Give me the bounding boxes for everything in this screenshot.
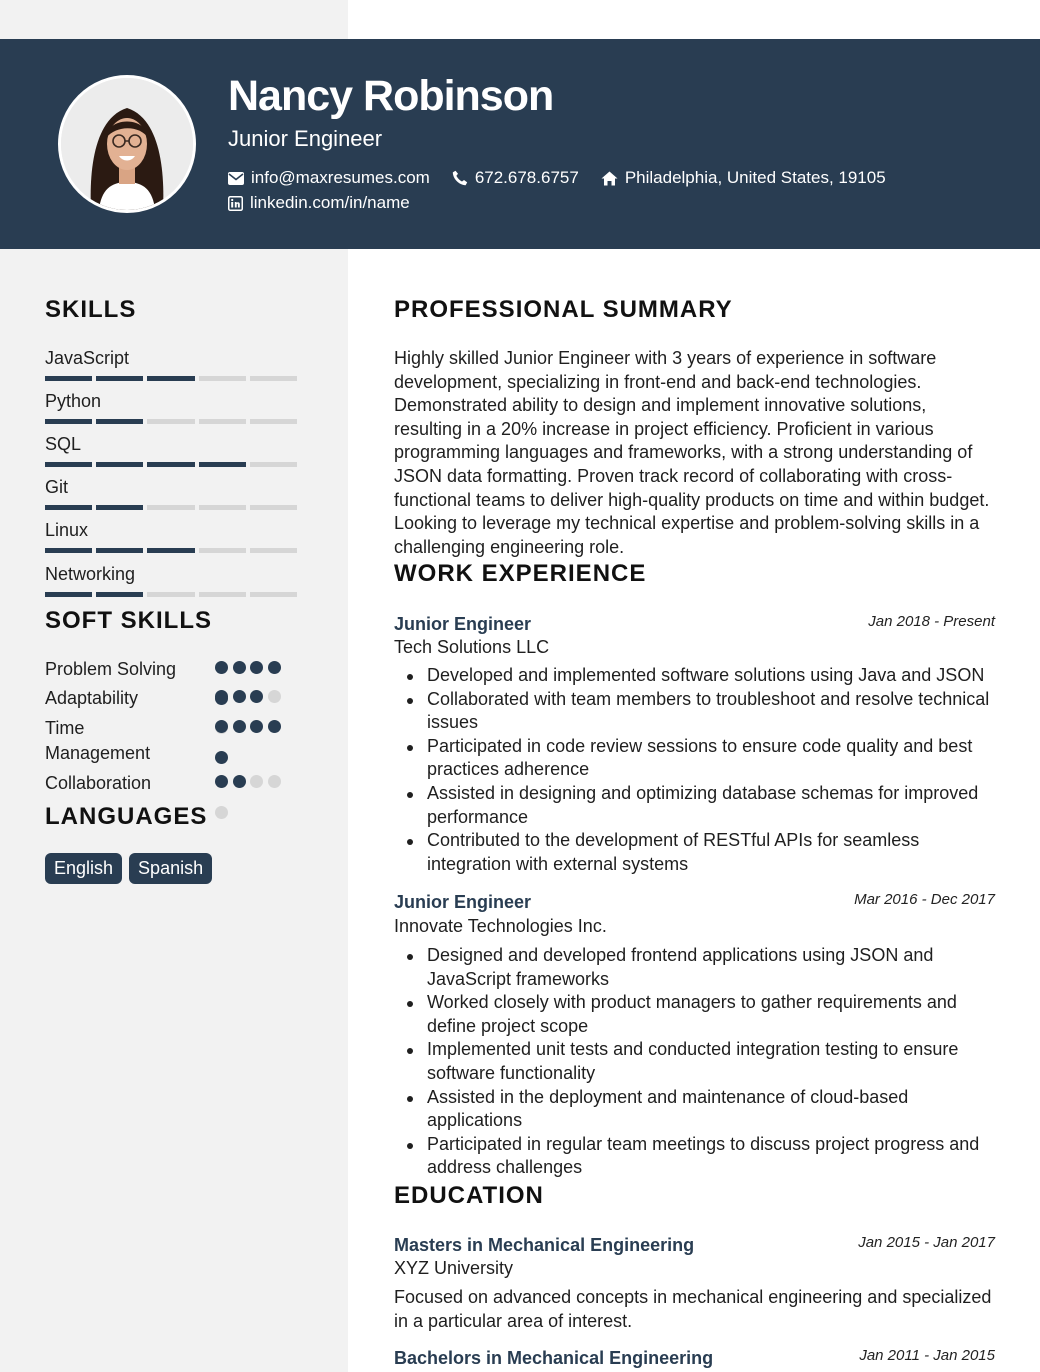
- job-date: Mar 2016 - Dec 2017: [854, 891, 995, 908]
- skill-level-segment: [45, 592, 92, 597]
- job-bullet: Participated in regular team meetings to discuss project progress and address challenges: [394, 1133, 994, 1180]
- skill-level-segment: [96, 548, 143, 553]
- skill-item: [45, 347, 301, 381]
- soft-skill-level-dot: [215, 720, 228, 733]
- job-bullet: Assisted in designing and optimizing database schemas for improved performance: [394, 782, 994, 829]
- skill-level-segment: [147, 505, 194, 510]
- skill-level-segment: [45, 376, 92, 381]
- soft-skill-level-dot: [215, 661, 228, 674]
- job-header: [394, 890, 995, 914]
- job-date: Jan 2018 - Present: [868, 613, 995, 630]
- skill-name: SQL: [45, 434, 82, 454]
- candidate-name: Nancy Robinson: [228, 72, 554, 120]
- skill-level-segment: [250, 419, 297, 424]
- skill-level-segment: [147, 376, 194, 381]
- soft-skill-level-dot: [268, 775, 281, 788]
- contact-email[interactable]: [228, 167, 430, 189]
- skill-level-segment: [250, 548, 297, 553]
- soft-skill-level-dot: [250, 661, 263, 674]
- soft-skill-name: Problem Solving: [45, 659, 177, 679]
- skill-level-bars: [45, 419, 301, 424]
- skill-item: [45, 563, 301, 597]
- education-header: [394, 1233, 995, 1257]
- skill-level-segment: [250, 505, 297, 510]
- skill-name: JavaScript: [45, 348, 130, 368]
- skill-level-segment: [45, 419, 92, 424]
- skill-item: [45, 433, 301, 467]
- phone-text: 672.678.6757: [474, 168, 579, 187]
- soft-skill-level-dot: [268, 690, 281, 703]
- skill-level-segment: [199, 462, 246, 467]
- soft-skill-name: Adaptability: [45, 688, 139, 708]
- skill-level-segment: [199, 419, 246, 424]
- soft-skill-level-dots: [215, 720, 287, 764]
- skill-level-segment: [199, 548, 246, 553]
- skill-name: Python: [45, 391, 102, 411]
- education-header: [394, 1346, 995, 1370]
- skill-level-bars: [45, 592, 301, 597]
- soft-skill-level-dot: [233, 775, 246, 788]
- soft-skill-level-dot: [250, 720, 263, 733]
- skill-name: Networking: [45, 564, 136, 584]
- email-text: info@maxresumes.com: [251, 168, 430, 187]
- skill-level-segment: [45, 462, 92, 467]
- skill-name: Linux: [45, 520, 89, 540]
- skill-level-bars: [45, 505, 301, 510]
- soft-skill-level-dot: [215, 690, 228, 703]
- skill-level-segment: [199, 505, 246, 510]
- soft-skill-item: [45, 716, 295, 766]
- education-date: Jan 2015 - Jan 2017: [858, 1234, 995, 1251]
- soft-skill-item: [45, 686, 295, 711]
- job-role: Junior Engineer: [394, 892, 532, 912]
- job-bullet: Assisted in the deployment and maintenance of cloud-based applications: [394, 1086, 994, 1133]
- skills-heading: SKILLS: [45, 296, 137, 323]
- skill-level-segment: [250, 592, 297, 597]
- skill-level-segment: [250, 376, 297, 381]
- soft-skill-level-dot: [233, 720, 246, 733]
- soft-skills-heading: SOFT SKILLS: [45, 607, 212, 634]
- job-bullets: [394, 664, 994, 876]
- linkedin-icon: [228, 196, 243, 211]
- skill-item: [45, 390, 301, 424]
- languages-heading: LANGUAGES: [45, 803, 208, 830]
- skill-level-bars: [45, 462, 301, 467]
- soft-skill-level-dot: [215, 775, 228, 788]
- job-company: Innovate Technologies Inc.: [394, 916, 607, 936]
- skill-item: [45, 476, 301, 510]
- contact-row: [228, 192, 432, 214]
- summary-heading: PROFESSIONAL SUMMARY: [394, 296, 733, 323]
- envelope-icon: [228, 172, 244, 185]
- school-name: XYZ University: [394, 1258, 514, 1278]
- job-role: Junior Engineer: [394, 614, 532, 634]
- job-bullet: Worked closely with product managers to gather requirements and define project scope: [394, 991, 994, 1038]
- contact-row: [228, 167, 908, 189]
- language-tag: English: [45, 853, 122, 884]
- location-text: Philadelphia, United States, 19105: [624, 168, 886, 187]
- degree-name: Masters in Mechanical Engineering: [394, 1235, 695, 1255]
- skill-level-bars: [45, 548, 301, 553]
- education-heading: EDUCATION: [394, 1182, 544, 1209]
- soft-skill-level-dot: [250, 775, 263, 788]
- skill-level-segment: [199, 376, 246, 381]
- summary-text: Highly skilled Junior Engineer with 3 years of experience in software development, specializing in front-end and back-end technologies. Demonstrated ability to design and implement innovative solutions, resulting in a 20% increase in project efficiency. Proficient in various programming languages and frameworks, with a strong understanding of JSON data formatting. Proven track record of collaborating with cross-functional teams to deliver high-quality products on time and within budget. Looking to leverage my technical expertise and problem-solving skills in a challenging engineering role.: [394, 348, 990, 557]
- job-bullet: Developed and implemented software solutions using Java and JSON: [394, 664, 994, 688]
- job-bullet: Implemented unit tests and conducted integration testing to ensure software functionality: [394, 1038, 994, 1085]
- language-tag: Spanish: [129, 853, 212, 884]
- soft-skill-item: [45, 771, 295, 796]
- job-bullet: Designed and developed frontend applications using JSON and JavaScript frameworks: [394, 944, 994, 991]
- skill-level-segment: [45, 548, 92, 553]
- contact-location: [601, 167, 886, 189]
- skill-level-segment: [96, 592, 143, 597]
- education-date: Jan 2011 - Jan 2015: [859, 1347, 995, 1364]
- experience-heading: WORK EXPERIENCE: [394, 560, 647, 587]
- degree-name: Bachelors in Mechanical Engineering: [394, 1348, 714, 1368]
- job-company: Tech Solutions LLC: [394, 637, 550, 657]
- skill-level-segment: [96, 419, 143, 424]
- soft-skill-level-dot: [250, 690, 263, 703]
- soft-skill-level-dot: [268, 720, 281, 733]
- skill-level-segment: [147, 419, 194, 424]
- home-icon: [601, 171, 618, 186]
- skill-item: [45, 519, 301, 553]
- job-bullet: Participated in code review sessions to ensure code quality and best practices adherence: [394, 735, 994, 782]
- soft-skill-name: Collaboration: [45, 773, 152, 793]
- skill-level-segment: [147, 548, 194, 553]
- skill-level-segment: [147, 592, 194, 597]
- skill-level-segment: [96, 376, 143, 381]
- job-bullets: [394, 944, 994, 1180]
- skill-name: Git: [45, 477, 69, 497]
- skill-level-segment: [96, 462, 143, 467]
- soft-skill-level-dot: [215, 806, 228, 819]
- language-tags: [45, 853, 219, 884]
- soft-skill-item: [45, 657, 295, 682]
- phone-icon: [452, 170, 468, 186]
- skill-level-segment: [250, 462, 297, 467]
- soft-skill-level-dot: [233, 690, 246, 703]
- skill-level-segment: [199, 592, 246, 597]
- soft-skill-level-dot: [268, 661, 281, 674]
- skill-level-segment: [96, 505, 143, 510]
- soft-skill-name: Time Management: [45, 718, 151, 763]
- soft-skill-level-dot: [215, 751, 228, 764]
- contact-linkedin[interactable]: [228, 192, 410, 214]
- profile-photo: [61, 78, 193, 210]
- soft-skill-level-dots: [215, 775, 287, 819]
- skill-level-segment: [147, 462, 194, 467]
- candidate-title: Junior Engineer: [228, 126, 383, 151]
- job-header: [394, 612, 995, 636]
- skill-level-bars: [45, 376, 301, 381]
- avatar: [58, 75, 196, 213]
- job-bullet: Contributed to the development of RESTful APIs for seamless integration with external systems: [394, 829, 994, 876]
- skill-level-segment: [45, 505, 92, 510]
- resume-header: [0, 39, 1040, 249]
- education-description: Focused on advanced concepts in mechanical engineering and specialized in a particular area of interest.: [394, 1287, 992, 1331]
- job-bullet: Collaborated with team members to troubleshoot and resolve technical issues: [394, 688, 994, 735]
- linkedin-text: linkedin.com/in/name: [250, 193, 410, 212]
- soft-skill-level-dot: [233, 661, 246, 674]
- contact-phone[interactable]: [452, 167, 579, 189]
